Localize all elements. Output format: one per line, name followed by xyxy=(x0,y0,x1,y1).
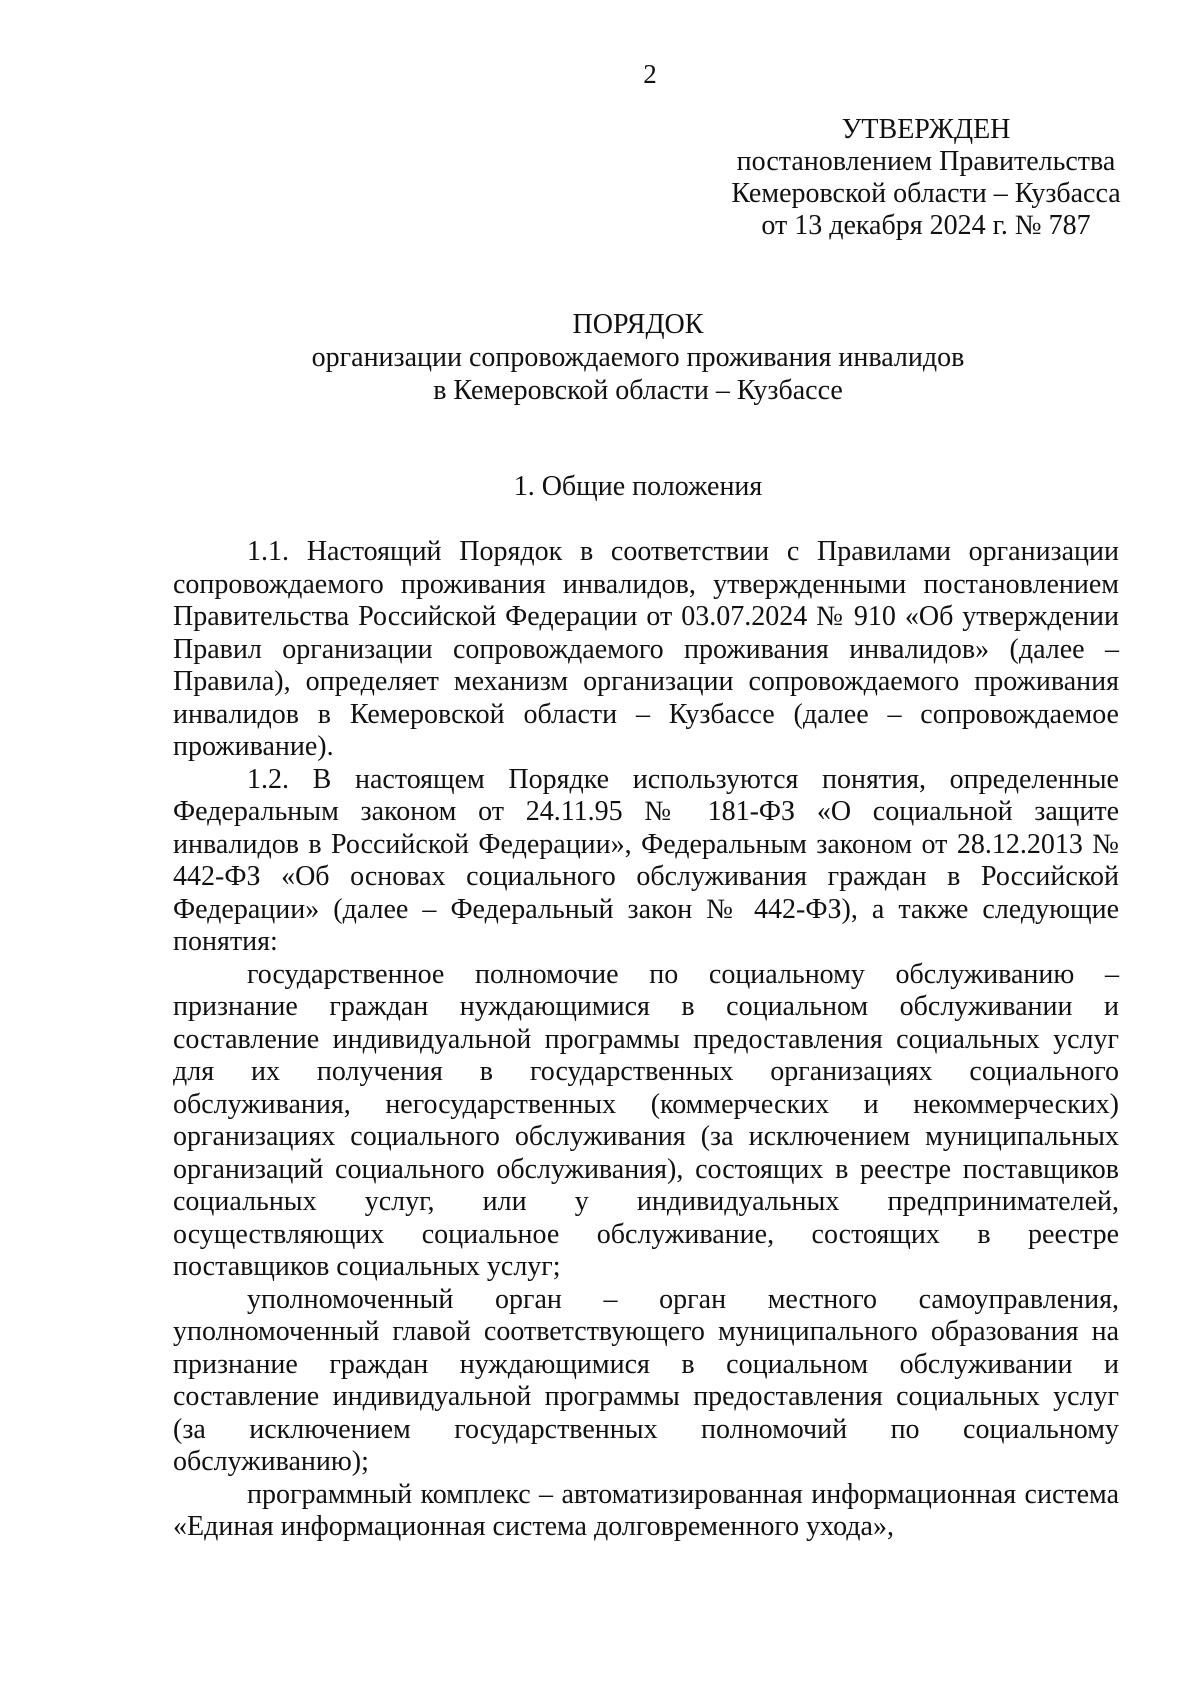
definition-authorized-body: уполномоченный орган – орган местного самоуправления, уполномоченный главой соответствующего муниципального образования на признание граждан нуждающимися в социальном обслуживании и составление индивидуальной программы предоставления социальных услуг (за исключением государственных полномочий по социальному обслуживанию); xyxy=(173,1283,1119,1477)
approval-line-approved: УТВЕРЖДЕН xyxy=(841,114,1011,145)
definition-state-authority: государственное полномочие по социальному обслуживанию – признание граждан нуждающимися в социальном обслуживании и составление индивидуальной программы предоставления социальных услуг для их получения в государственных организациях социального обслуживания, негосударственных (коммерческих и некоммерческих) организациях социального обслуживания (за исключением муниципальных организаций социального обслуживания), состоящих в реестре поставщиков социальных услуг, или у индивидуальных предпринимателей, осуществляющих социальное обслуживание, состоящих в реестре поставщиков социальных услуг; xyxy=(173,958,1119,1282)
approval-line-region: Кемеровской области – Кузбасса xyxy=(731,178,1121,209)
paragraph-1-1: 1.1. Настоящий Порядок в соответствии с Правилами организации сопровождаемого проживания инвалидов, утвержденными постановлением Правительства Российской Федерации от 03.07.2024 № 910 «Об утверждении Правил организации сопровождаемого проживания инвалидов» (далее – Правила), определяет механизм организации сопровождаемого проживания инвалидов в Кемеровской области – Кузбассе (далее – сопровождаемое проживание). xyxy=(173,536,1119,762)
document-title xyxy=(258,308,1018,407)
document-title-region: в Кемеровской области – Кузбассе xyxy=(433,375,843,406)
approval-line-resolution: постановлением Правительства xyxy=(736,146,1116,177)
approval-stamp-block xyxy=(716,114,1136,242)
approval-line-date-number: от 13 декабря 2024 г. № 787 xyxy=(761,210,1091,241)
document-body xyxy=(173,536,1119,1544)
document-title-main: ПОРЯДОК xyxy=(572,309,704,340)
document-title-subject: организации сопровождаемого проживания инвалидов xyxy=(311,342,965,373)
page-number: 2 xyxy=(643,59,657,89)
section-heading: 1. Общие положения xyxy=(513,471,763,502)
paragraph-1-2: 1.2. В настоящем Порядке используются понятия, определенные Федеральным законом от 24.11.95 № 181-ФЗ «О социальной защите инвалидов в Российской Федерации», Федеральным законом от 28.12.2013 № 442-ФЗ «Об основах социального обслуживания граждан в Российской Федерации» (далее – Федеральный закон № 442-ФЗ), а также следующие понятия: xyxy=(173,763,1119,957)
definition-software-complex: программный комплекс – автоматизированная информационная система «Единая информационная система долговременного ухода», xyxy=(173,1478,1119,1542)
